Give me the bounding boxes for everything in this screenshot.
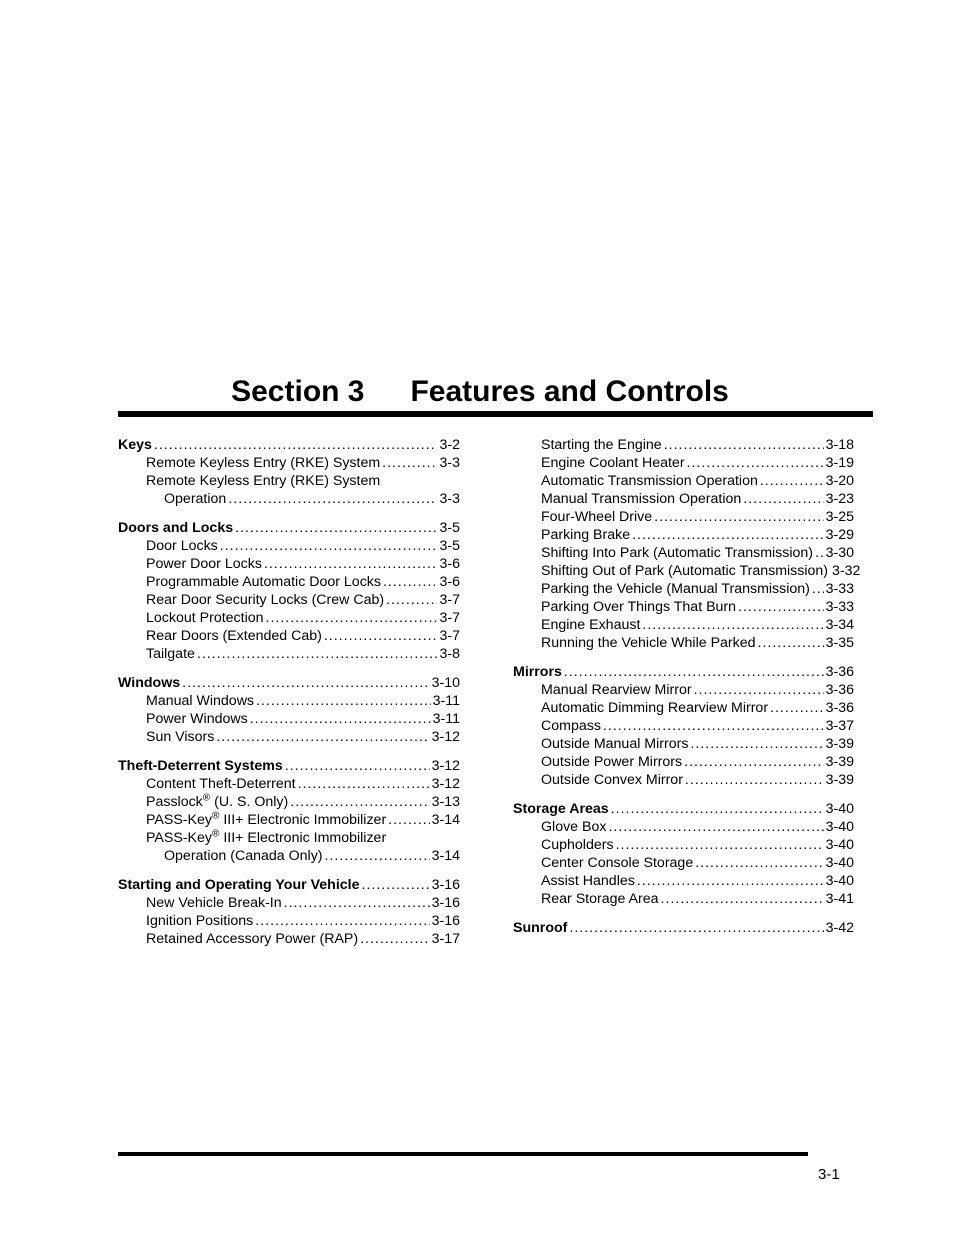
toc-entry-page: 3-3: [439, 455, 460, 471]
dot-leader: [637, 872, 824, 890]
dot-leader: [255, 912, 429, 930]
toc-entry[interactable]: [118, 573, 460, 591]
toc-entry-page: 3-32: [832, 563, 861, 579]
toc-entry[interactable]: [513, 753, 854, 771]
toc-entry-label: Theft-Deterrent Systems: [118, 758, 283, 774]
toc-entry-label: Sun Visors: [146, 729, 215, 745]
dot-leader: [664, 436, 824, 454]
toc-entry-page: 3-10: [431, 675, 460, 691]
dot-leader: [616, 836, 824, 854]
toc-entry-page: 3-42: [825, 920, 854, 936]
dot-leader: [216, 728, 429, 746]
heading-rule: [118, 411, 873, 417]
toc-entry-page: 3-8: [439, 646, 460, 662]
toc-entry-page: 3-40: [825, 855, 854, 871]
toc-entry-label: Automatic Transmission Operation: [541, 473, 758, 489]
toc-entry-page: 3-40: [825, 837, 854, 853]
toc-entry[interactable]: [118, 555, 460, 573]
toc-entry-page: 3-25: [825, 509, 854, 525]
dot-leader: [690, 735, 823, 753]
toc-entry-page: 3-12: [431, 758, 460, 774]
toc-entry[interactable]: [513, 544, 854, 562]
toc-entry-label: Remote Keyless Entry (RKE) System: [146, 473, 381, 489]
toc-entry-label: Lockout Protection: [146, 610, 264, 626]
toc-entry-page: 3-16: [431, 895, 460, 911]
dot-leader: [685, 771, 824, 789]
dot-leader: [695, 854, 823, 872]
toc-entry-page: 3-29: [825, 527, 854, 543]
toc-entry-page: 3-37: [825, 718, 854, 734]
toc-entry-page: 3-40: [825, 873, 854, 889]
toc-entry-label: Content Theft-Deterrent: [146, 776, 296, 792]
toc-entry[interactable]: [118, 454, 460, 472]
toc-entry-label: Engine Exhaust: [541, 617, 641, 633]
toc-entry-label: PASS-Key® III+ Electronic Immobilizer: [146, 810, 387, 828]
toc-entry-label: Engine Coolant Heater: [541, 455, 685, 471]
toc-entry-page: 3-11: [432, 711, 460, 727]
toc-entry-page: 3-19: [825, 455, 854, 471]
dot-leader: [386, 591, 437, 609]
registered-mark: ®: [211, 828, 220, 840]
toc-entry-label: Starting the Engine: [541, 437, 662, 453]
toc-entry[interactable]: [118, 591, 460, 609]
toc-entry-page: 3-41: [825, 891, 854, 907]
footer-rule: [118, 1152, 808, 1156]
toc-entry-page: 3-5: [439, 538, 460, 554]
toc-entry-label: Parking the Vehicle (Manual Transmission): [541, 581, 810, 597]
toc-entry[interactable]: [118, 728, 460, 746]
toc-entry-label: Rear Door Security Locks (Crew Cab): [146, 592, 385, 608]
toc-entry-page: 3-16: [431, 877, 460, 893]
toc-entry-label: Center Console Storage: [541, 855, 694, 871]
dot-leader: [611, 800, 824, 818]
toc-entry[interactable]: [513, 580, 854, 598]
toc-entry-page: 3-5: [439, 520, 460, 536]
toc-entry[interactable]: [513, 681, 854, 699]
dot-leader: [290, 793, 429, 811]
toc-entry[interactable]: [513, 872, 854, 890]
toc-entry[interactable]: [513, 634, 854, 652]
toc-entry[interactable]: [513, 890, 854, 908]
toc-entry-label: Compass: [541, 718, 601, 734]
dot-leader: [382, 454, 437, 472]
dot-leader: [235, 519, 437, 537]
toc-entry[interactable]: [513, 508, 854, 526]
toc-entry[interactable]: [513, 598, 854, 616]
dot-leader: [770, 699, 824, 717]
toc-entry[interactable]: [118, 912, 460, 930]
toc-entry[interactable]: [118, 645, 460, 663]
toc-entry-label: Outside Power Mirrors: [541, 754, 683, 770]
toc-entry-page: 3-16: [431, 913, 460, 929]
toc-entry-page: 3-33: [825, 581, 854, 597]
toc-entry-page: 3-7: [439, 592, 460, 608]
toc-section-entry[interactable]: [118, 436, 460, 454]
toc-entry-page: 3-39: [825, 772, 854, 788]
toc-entry[interactable]: [118, 775, 460, 793]
toc-entry-label: Parking Over Things That Burn: [541, 599, 737, 615]
toc-entry[interactable]: [118, 609, 460, 627]
dot-leader: [284, 894, 430, 912]
toc-entry[interactable]: [513, 490, 854, 508]
dot-leader: [383, 573, 438, 591]
toc-entry-label: Outside Manual Mirrors: [541, 736, 689, 752]
dot-leader: [182, 674, 429, 692]
dot-leader: [154, 436, 438, 454]
dot-leader: [661, 890, 824, 908]
dot-leader: [603, 717, 824, 735]
toc-entry[interactable]: [118, 472, 460, 490]
dot-leader: [228, 490, 437, 508]
section-heading: [0, 372, 960, 412]
registered-mark: ®: [202, 792, 211, 804]
toc-entry-label: Outside Convex Mirror: [541, 772, 683, 788]
dot-leader: [812, 580, 824, 598]
toc-entry-label: Operation (Canada Only): [164, 848, 323, 864]
toc-entry-label: Passlock® (U. S. Only): [146, 792, 289, 810]
toc-entry[interactable]: [118, 537, 460, 555]
toc-entry-page: 3-33: [825, 599, 854, 615]
toc-entry-label: Doors and Locks: [118, 520, 234, 536]
toc-entry[interactable]: [118, 894, 460, 912]
toc-entry[interactable]: [118, 811, 460, 829]
dot-leader: [654, 508, 823, 526]
toc-entry[interactable]: [513, 562, 861, 580]
dot-leader: [264, 555, 438, 573]
toc-entry-page: 3-36: [825, 700, 854, 716]
toc-entry-page: 3-18: [825, 437, 854, 453]
section-title: Features and Controls: [410, 375, 729, 408]
dot-leader: [738, 598, 824, 616]
toc-section-entry[interactable]: [513, 663, 854, 681]
toc-entry[interactable]: [513, 836, 854, 854]
dot-leader: [760, 472, 824, 490]
toc-entry-label: Ignition Positions: [146, 913, 254, 929]
toc-entry-label: Running the Vehicle While Parked: [541, 635, 756, 651]
toc-entry-label: Windows: [118, 675, 181, 691]
toc-entry-page: 3-36: [825, 682, 854, 698]
toc-entry-page: 3-2: [439, 437, 460, 453]
toc-entry-page: 3-17: [431, 931, 460, 947]
toc-entry-label: Manual Windows: [146, 693, 255, 709]
toc-section-entry[interactable]: [118, 876, 460, 894]
toc-entry-label: Glove Box: [541, 819, 607, 835]
dot-leader: [285, 757, 430, 775]
toc-entry-label: Operation: [164, 491, 227, 507]
toc-entry[interactable]: [118, 490, 460, 508]
toc-entry-label: Keys: [118, 437, 152, 453]
toc-section-entry[interactable]: [118, 757, 460, 775]
dot-leader: [256, 692, 431, 710]
toc-entry-label: Sunroof: [513, 920, 568, 936]
toc-entry[interactable]: [118, 627, 460, 645]
toc-entry[interactable]: [118, 793, 460, 811]
toc-entry-page: 3-13: [431, 794, 460, 810]
toc-entry-page: 3-6: [439, 574, 460, 590]
dot-leader: [298, 775, 430, 793]
toc-entry[interactable]: [513, 854, 854, 872]
toc-entry-label: Remote Keyless Entry (RKE) System: [146, 455, 381, 471]
dot-leader: [758, 634, 824, 652]
toc-entry[interactable]: [513, 717, 854, 735]
toc-entry-label: Mirrors: [513, 664, 562, 680]
toc-entry[interactable]: [118, 829, 460, 847]
dot-leader: [687, 454, 824, 472]
toc-entry-label: Manual Rearview Mirror: [541, 682, 692, 698]
toc-entry-page: 3-39: [825, 754, 854, 770]
toc-entry-page: 3-39: [825, 736, 854, 752]
toc-entry[interactable]: [513, 454, 854, 472]
section-label: Section 3: [231, 375, 365, 408]
toc-entry-label: Starting and Operating Your Vehicle: [118, 877, 360, 893]
toc-entry[interactable]: [513, 771, 854, 789]
dot-leader: [608, 818, 823, 836]
dot-leader: [564, 663, 824, 681]
page-number: 3-1: [818, 1166, 840, 1183]
dot-leader: [197, 645, 438, 663]
toc-entry-page: 3-23: [825, 491, 854, 507]
dot-leader: [694, 681, 824, 699]
dot-leader: [684, 753, 823, 771]
toc-entry-page: 3-30: [825, 545, 854, 561]
toc-entry-label: Rear Doors (Extended Cab): [146, 628, 322, 644]
toc-entry-page: 3-14: [431, 812, 460, 828]
toc-entry[interactable]: [118, 930, 460, 948]
dot-leader: [569, 919, 823, 937]
toc-entry[interactable]: [513, 699, 854, 717]
toc-entry[interactable]: [513, 735, 854, 753]
toc-column-right: [513, 436, 861, 937]
dot-leader: [743, 490, 823, 508]
toc-entry[interactable]: [118, 710, 460, 728]
toc-section-entry[interactable]: [118, 674, 460, 692]
toc-entry-label: Storage Areas: [513, 801, 609, 817]
toc-entry-label: Shifting Into Park (Automatic Transmission): [541, 545, 814, 561]
toc-entry-label: Four-Wheel Drive: [541, 509, 653, 525]
toc-entry-label: Door Locks: [146, 538, 218, 554]
toc-entry-label: Cupholders: [541, 837, 614, 853]
toc-section-entry[interactable]: [513, 800, 854, 818]
toc-entry-label: New Vehicle Break-In: [146, 895, 282, 911]
toc-entry-label: Power Windows: [146, 711, 248, 727]
toc-entry-page: 3-35: [825, 635, 854, 651]
toc-entry-page: 3-40: [825, 801, 854, 817]
dot-leader: [388, 811, 429, 829]
toc-entry[interactable]: [513, 526, 854, 544]
dot-leader: [220, 537, 438, 555]
toc-entry[interactable]: [513, 818, 854, 836]
toc-entry-page: 3-40: [825, 819, 854, 835]
toc-entry-label: Manual Transmission Operation: [541, 491, 742, 507]
toc-entry-label: Retained Accessory Power (RAP): [146, 931, 359, 947]
toc-entry-page: 3-7: [439, 628, 460, 644]
toc-entry[interactable]: [513, 616, 854, 634]
dot-leader: [324, 627, 438, 645]
toc-entry-page: 3-3: [439, 491, 460, 507]
toc-entry-label: Automatic Dimming Rearview Mirror: [541, 700, 769, 716]
dot-leader: [250, 710, 431, 728]
dot-leader: [632, 526, 823, 544]
toc-entry-label: Rear Storage Area: [541, 891, 659, 907]
toc-entry-page: 3-14: [431, 848, 460, 864]
toc-entry-page: 3-36: [825, 664, 854, 680]
toc-entry[interactable]: [513, 472, 854, 490]
toc-entry-label: Power Door Locks: [146, 556, 262, 572]
toc-section-entry[interactable]: [513, 919, 854, 937]
toc-entry-label: Assist Handles: [541, 873, 635, 889]
toc-column-left: [118, 436, 460, 948]
toc-entry-page: 3-20: [825, 473, 854, 489]
dot-leader: [360, 930, 429, 948]
toc-entry-label: Programmable Automatic Door Locks: [146, 574, 381, 590]
toc-entry-page: 3-7: [439, 610, 460, 626]
dot-leader: [362, 876, 430, 894]
toc-entry-page: 3-12: [431, 776, 460, 792]
toc-entry-page: 3-6: [439, 556, 460, 572]
dot-leader: [642, 616, 823, 634]
toc-entry[interactable]: [513, 436, 854, 454]
toc-entry[interactable]: [118, 847, 460, 865]
toc-entry-label: Shifting Out of Park (Automatic Transmission): [541, 563, 829, 579]
toc-entry[interactable]: [118, 692, 460, 710]
toc-entry-label: Parking Brake: [541, 527, 631, 543]
toc-entry-page: 3-11: [432, 693, 460, 709]
toc-entry-label: PASS-Key® III+ Electronic Immobilizer: [146, 828, 387, 846]
dot-leader: [815, 544, 824, 562]
toc-entry-label: Tailgate: [146, 646, 195, 662]
toc-entry-page: 3-12: [431, 729, 460, 745]
dot-leader: [266, 609, 438, 627]
toc-section-entry[interactable]: [118, 519, 460, 537]
registered-mark: ®: [211, 810, 220, 822]
dot-leader: [325, 847, 430, 865]
toc-entry-page: 3-34: [825, 617, 854, 633]
